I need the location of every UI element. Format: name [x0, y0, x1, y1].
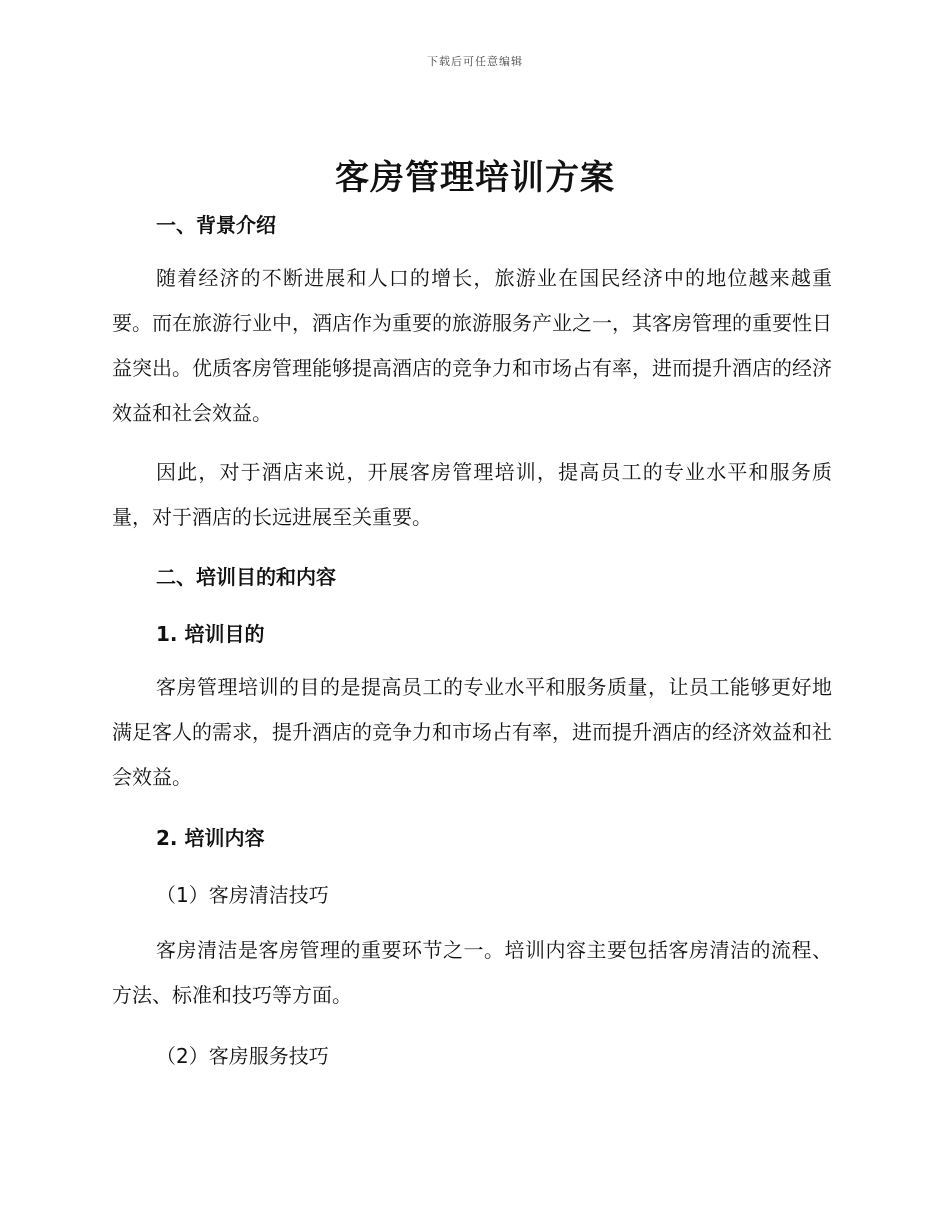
subheading-purpose: 1. 培训目的 [156, 622, 265, 646]
background-paragraph-2: 因此，对于酒店来说，开展客房管理培训，提高员工的专业水平和服务质量，对于酒店的长远进展至关重要。 [112, 460, 832, 529]
cleaning-paragraph: 客房清洁是客房管理的重要环节之一。培训内容主要包括客房清洁的流程、方法、标准和技巧等方面。 [112, 938, 832, 1007]
subheading-content: 2. 培训内容 [156, 826, 265, 850]
document-title: 客房管理培训方案 [335, 158, 615, 198]
header-note: 下载后可任意编辑 [427, 55, 523, 68]
item-heading-service: （2）客房服务技巧 [156, 1044, 329, 1068]
purpose-paragraph: 客房管理培训的目的是提高员工的专业水平和服务质量，让员工能够更好地满足客人的需求，提升酒店的竞争力和市场占有率，进而提升酒店的经济效益和社会效益。 [112, 675, 832, 789]
item-heading-cleaning: （1）客房清洁技巧 [156, 883, 329, 907]
background-paragraph-1: 随着经济的不断进展和人口的增长，旅游业在国民经济中的地位越来越重要。而在旅游行业中，酒店作为重要的旅游服务产业之一，其客房管理的重要性日益突出。优质客房管理能够提高酒店的竞争力和市场占有率，进而提升酒店的经济效益和社会效益。 [112, 266, 832, 425]
section-heading-background: 一、背景介绍 [156, 213, 276, 237]
section-heading-goals: 二、培训目的和内容 [156, 565, 336, 589]
